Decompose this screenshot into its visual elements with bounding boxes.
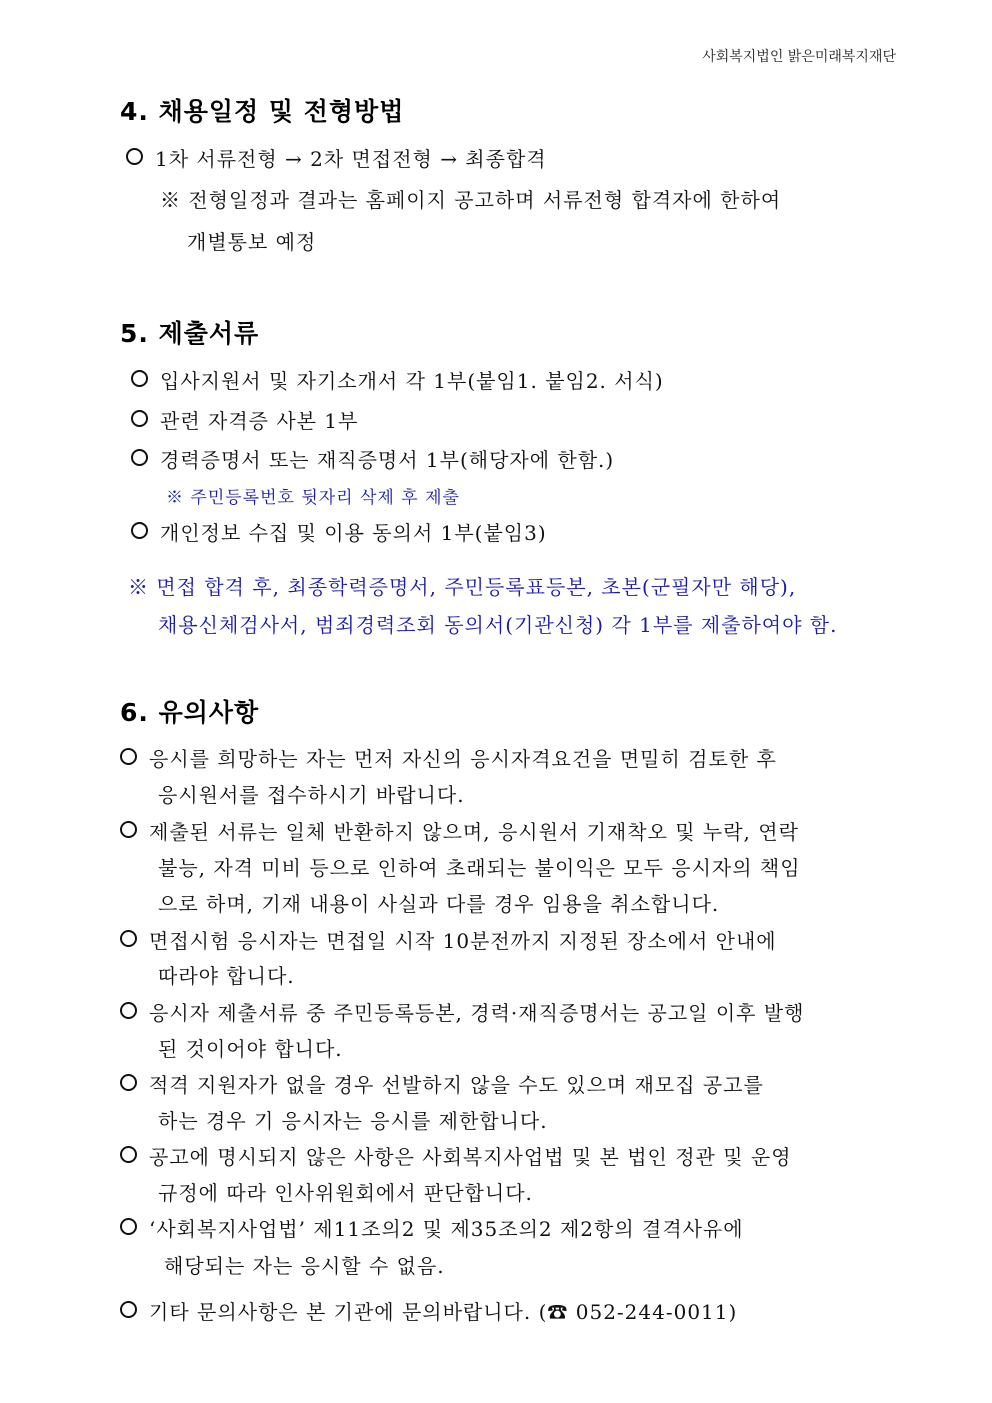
doc-item-privacy: 개인정보 수집 및 이용 동의서 1부(붙임3) — [131, 517, 547, 546]
notice-item-1-cont: 응시원서를 접수하시기 바랍니다. — [158, 783, 465, 807]
notice-item-6-cont: 규정에 따라 인사위원회에서 판단합니다. — [158, 1181, 533, 1205]
notice-item-3-cont: 따라야 합니다. — [158, 964, 295, 988]
notice-item-1: 응시를 희망하는 자는 먼저 자신의 응시자격요건을 면밀히 검토한 후 — [120, 743, 777, 772]
notice-item-4: 응시자 제출서류 중 주민등록등본, 경력·재직증명서는 공고일 이후 발행 — [120, 997, 805, 1026]
doc-item-career: 경력증명서 또는 재직증명서 1부(해당자에 한함.) — [131, 444, 614, 473]
circle-bullet-icon — [120, 1146, 137, 1163]
circle-bullet-icon — [131, 370, 148, 387]
notice-item-5-cont: 하는 경우 기 응시자는 응시를 제한합니다. — [158, 1109, 548, 1133]
notice-item-7-cont: 해당되는 자는 응시할 수 없음. — [164, 1254, 445, 1278]
section-4-note-line1: ※ 전형일정과 결과는 홈페이지 공고하며 서류전형 합격자에 한하여 — [160, 188, 782, 212]
section-5-title: 5. 제출서류 — [120, 319, 260, 348]
circle-bullet-icon — [120, 930, 137, 947]
doc-note-interview-line2: 채용신체검사서, 범죄경력조회 동의서(기관신청) 각 1부를 제출하여야 함. — [158, 613, 838, 637]
section-6-title: 6. 유의사항 — [120, 698, 260, 727]
doc-item-certificate: 관련 자격증 사본 1부 — [131, 405, 358, 434]
circle-bullet-icon — [120, 821, 137, 838]
notice-item-6: 공고에 명시되지 않은 사항은 사회복지사업법 및 본 법인 정관 및 운영 — [120, 1141, 792, 1170]
doc-item-application: 입사지원서 및 자기소개서 각 1부(붙임1. 붙임2. 서식) — [131, 365, 664, 394]
section-4-note-line2: 개별통보 예정 — [187, 230, 317, 254]
section-4-bullet: 1차 서류전형 → 2차 면접전형 → 최종합격 — [126, 143, 547, 172]
notice-item-2-cont2: 으로 하며, 기재 내용이 사실과 다를 경우 임용을 취소합니다. — [158, 892, 720, 916]
circle-bullet-icon — [120, 1074, 137, 1091]
notice-item-3: 면접시험 응시자는 면접일 시작 10분전까지 지정된 장소에서 안내에 — [120, 925, 777, 954]
notice-item-5: 적격 지원자가 없을 경우 선발하지 않을 수도 있으며 재모집 공고를 — [120, 1069, 764, 1098]
section-4-title: 4. 채용일정 및 전형방법 — [120, 97, 405, 126]
notice-item-4-cont: 된 것이어야 합니다. — [158, 1037, 343, 1061]
doc-note-interview-line1: ※ 면접 합격 후, 최종학력증명서, 주민등록표등본, 초본(군필자만 해당), — [128, 575, 797, 599]
circle-bullet-icon — [120, 748, 137, 765]
notice-item-7: ‘사회복지사업법’ 제11조의2 및 제35조의2 제2항의 결격사유에 — [120, 1213, 744, 1242]
circle-bullet-icon — [131, 522, 148, 539]
notice-item-contact: 기타 문의사항은 본 기관에 문의바랍니다. (☎ 052-244-0011) — [120, 1296, 737, 1325]
circle-bullet-icon — [120, 1002, 137, 1019]
circle-bullet-icon — [120, 1218, 137, 1235]
notice-item-2-cont1: 불능, 자격 미비 등으로 인하여 초래되는 불이익은 모두 응시자의 책임 — [158, 856, 801, 880]
circle-bullet-icon — [120, 1301, 137, 1318]
notice-item-2: 제출된 서류는 일체 반환하지 않으며, 응시원서 기재착오 및 누락, 연락 — [120, 816, 799, 845]
circle-bullet-icon — [126, 148, 143, 165]
doc-note-resident-number: ※ 주민등록번호 뒷자리 삭제 후 제출 — [166, 488, 460, 508]
organization-header: 사회복지법인 밝은미래복지재단 — [702, 49, 896, 65]
circle-bullet-icon — [131, 410, 148, 427]
circle-bullet-icon — [131, 449, 148, 466]
